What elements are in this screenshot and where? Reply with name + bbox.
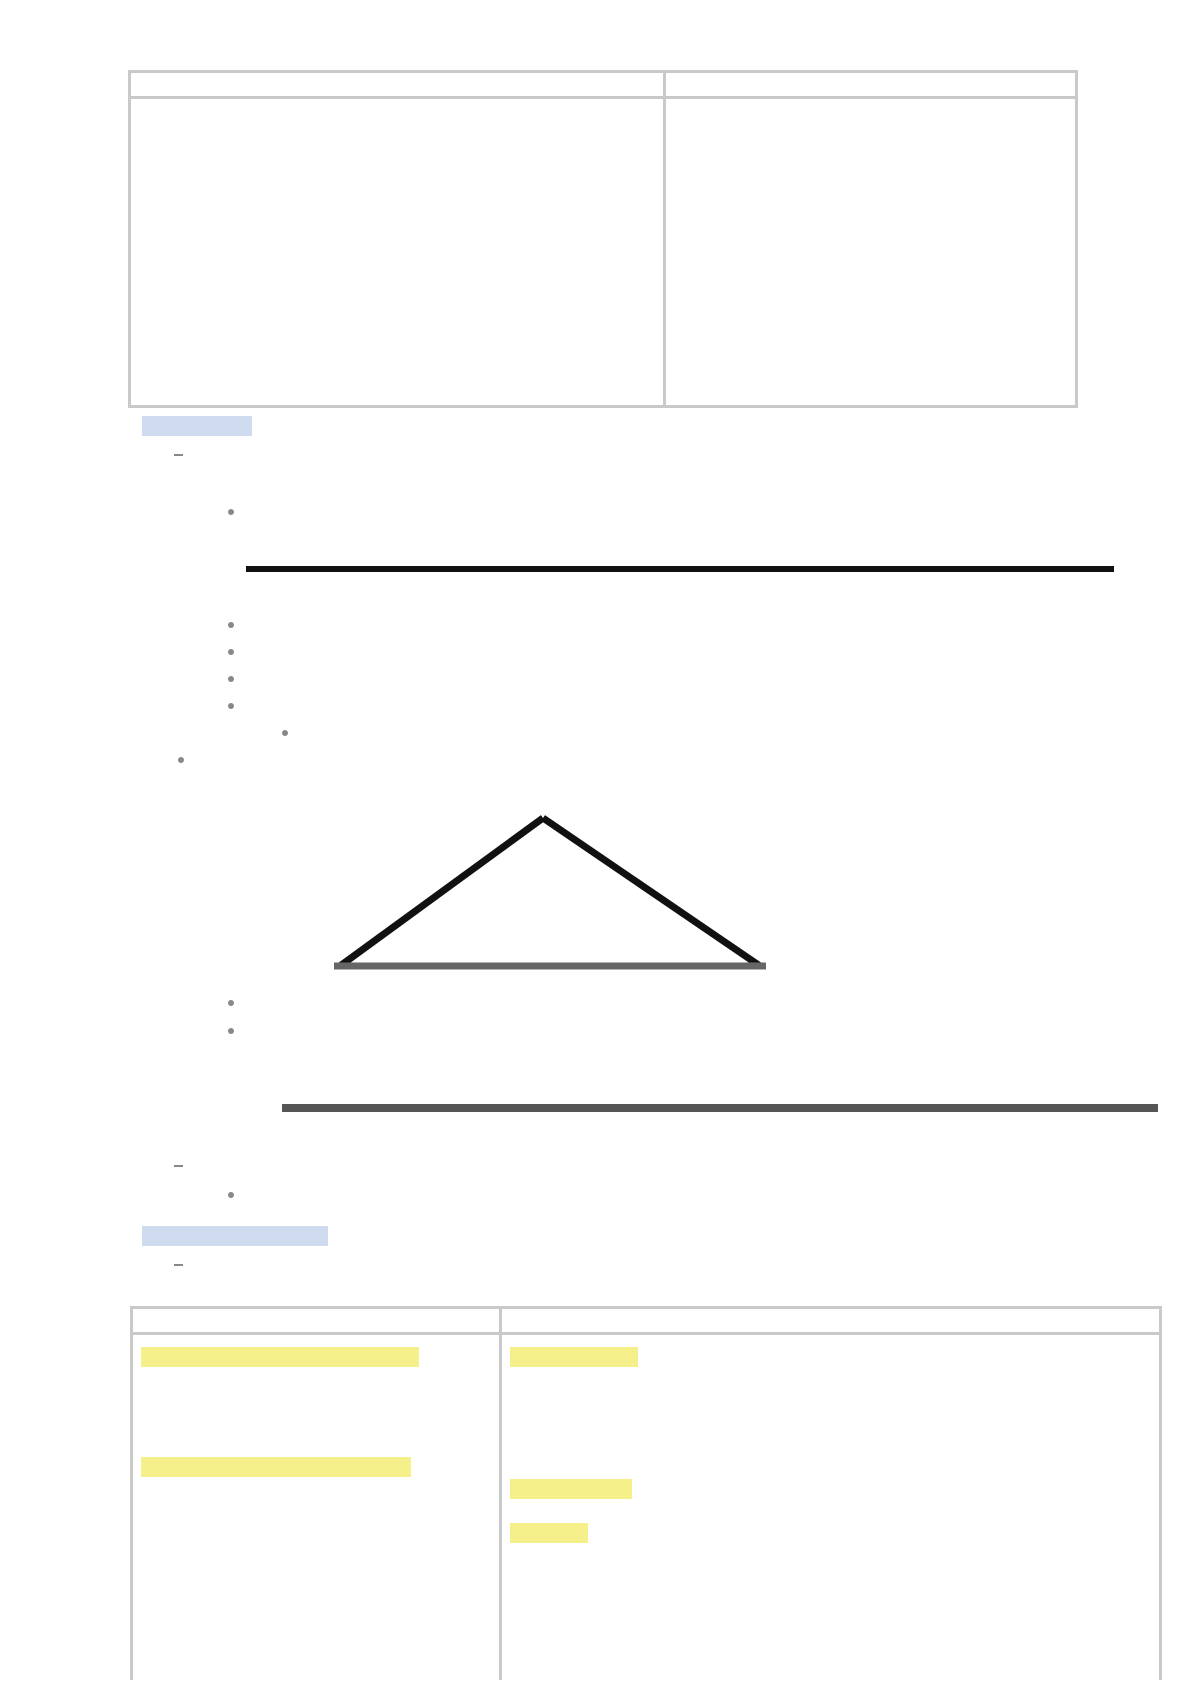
bullet-icon	[228, 1000, 234, 1006]
list-item	[674, 321, 1067, 339]
list-item	[674, 217, 1067, 235]
section-heading-highlight	[142, 1226, 328, 1246]
bullet-icon	[178, 757, 184, 763]
table-cell	[141, 1479, 491, 1501]
dash-bullet-icon	[174, 1165, 183, 1167]
table-cell	[510, 1457, 1151, 1479]
table-top-left-column	[131, 73, 663, 405]
table-top-left-body	[131, 99, 663, 275]
bullet-icon	[282, 730, 288, 736]
bullet-icon	[228, 676, 234, 682]
list-item	[139, 139, 655, 157]
list-item	[674, 269, 1067, 287]
triangle-right-edge	[543, 818, 760, 966]
table-bottom-right-body	[502, 1335, 1159, 1551]
table-bottom-right-column	[502, 1309, 1159, 1680]
comparison-table-bottom	[130, 1306, 1162, 1680]
list-item	[139, 113, 655, 131]
table-cell	[510, 1435, 1151, 1457]
table-cell	[510, 1413, 1151, 1435]
table-cell	[141, 1391, 491, 1413]
term-highlight	[510, 1523, 588, 1543]
bullet-icon	[228, 1028, 234, 1034]
list-item	[674, 191, 1067, 209]
table-cell	[141, 1523, 491, 1545]
list-item	[139, 217, 655, 235]
bullet-icon	[228, 649, 234, 655]
list-item	[139, 243, 655, 261]
dash-bullet-icon	[174, 454, 183, 456]
list-item	[674, 295, 1067, 313]
section-heading-highlight	[142, 416, 252, 436]
term-highlight	[510, 1479, 632, 1499]
table-bottom-left-body	[133, 1335, 499, 1551]
continuum-axis	[282, 1104, 1158, 1112]
bullet-icon	[228, 1192, 234, 1198]
term-highlight	[141, 1457, 411, 1477]
list-item	[139, 165, 655, 183]
list-item	[674, 139, 1067, 157]
table-bottom-left-column	[133, 1309, 499, 1680]
comparison-table-top	[128, 70, 1078, 408]
table-top-right-body	[666, 99, 1075, 379]
table-cell	[141, 1413, 491, 1435]
table-cell	[510, 1391, 1151, 1413]
table-cell	[510, 1369, 1151, 1391]
list-item	[674, 347, 1067, 365]
triangle-left-edge	[340, 818, 543, 966]
term-highlight	[141, 1347, 419, 1367]
bullet-icon	[228, 509, 234, 515]
continuum-axis	[246, 566, 1114, 572]
table-cell	[141, 1435, 491, 1457]
term-highlight	[510, 1347, 638, 1367]
table-cell	[141, 1369, 491, 1391]
bullet-icon	[228, 622, 234, 628]
table-bottom-left-header	[133, 1309, 499, 1335]
dash-bullet-icon	[174, 1264, 183, 1266]
table-top-left-header	[131, 73, 663, 99]
triangle-diagram	[300, 800, 800, 980]
bullet-icon	[228, 703, 234, 709]
list-item	[674, 243, 1067, 261]
table-cell	[141, 1501, 491, 1523]
table-bottom-right-header	[502, 1309, 1159, 1335]
table-top-right-column	[666, 73, 1075, 405]
list-item	[674, 165, 1067, 183]
table-top-right-header	[666, 73, 1075, 99]
table-cell	[510, 1501, 1151, 1523]
list-item	[139, 191, 655, 209]
list-item	[674, 113, 1067, 131]
